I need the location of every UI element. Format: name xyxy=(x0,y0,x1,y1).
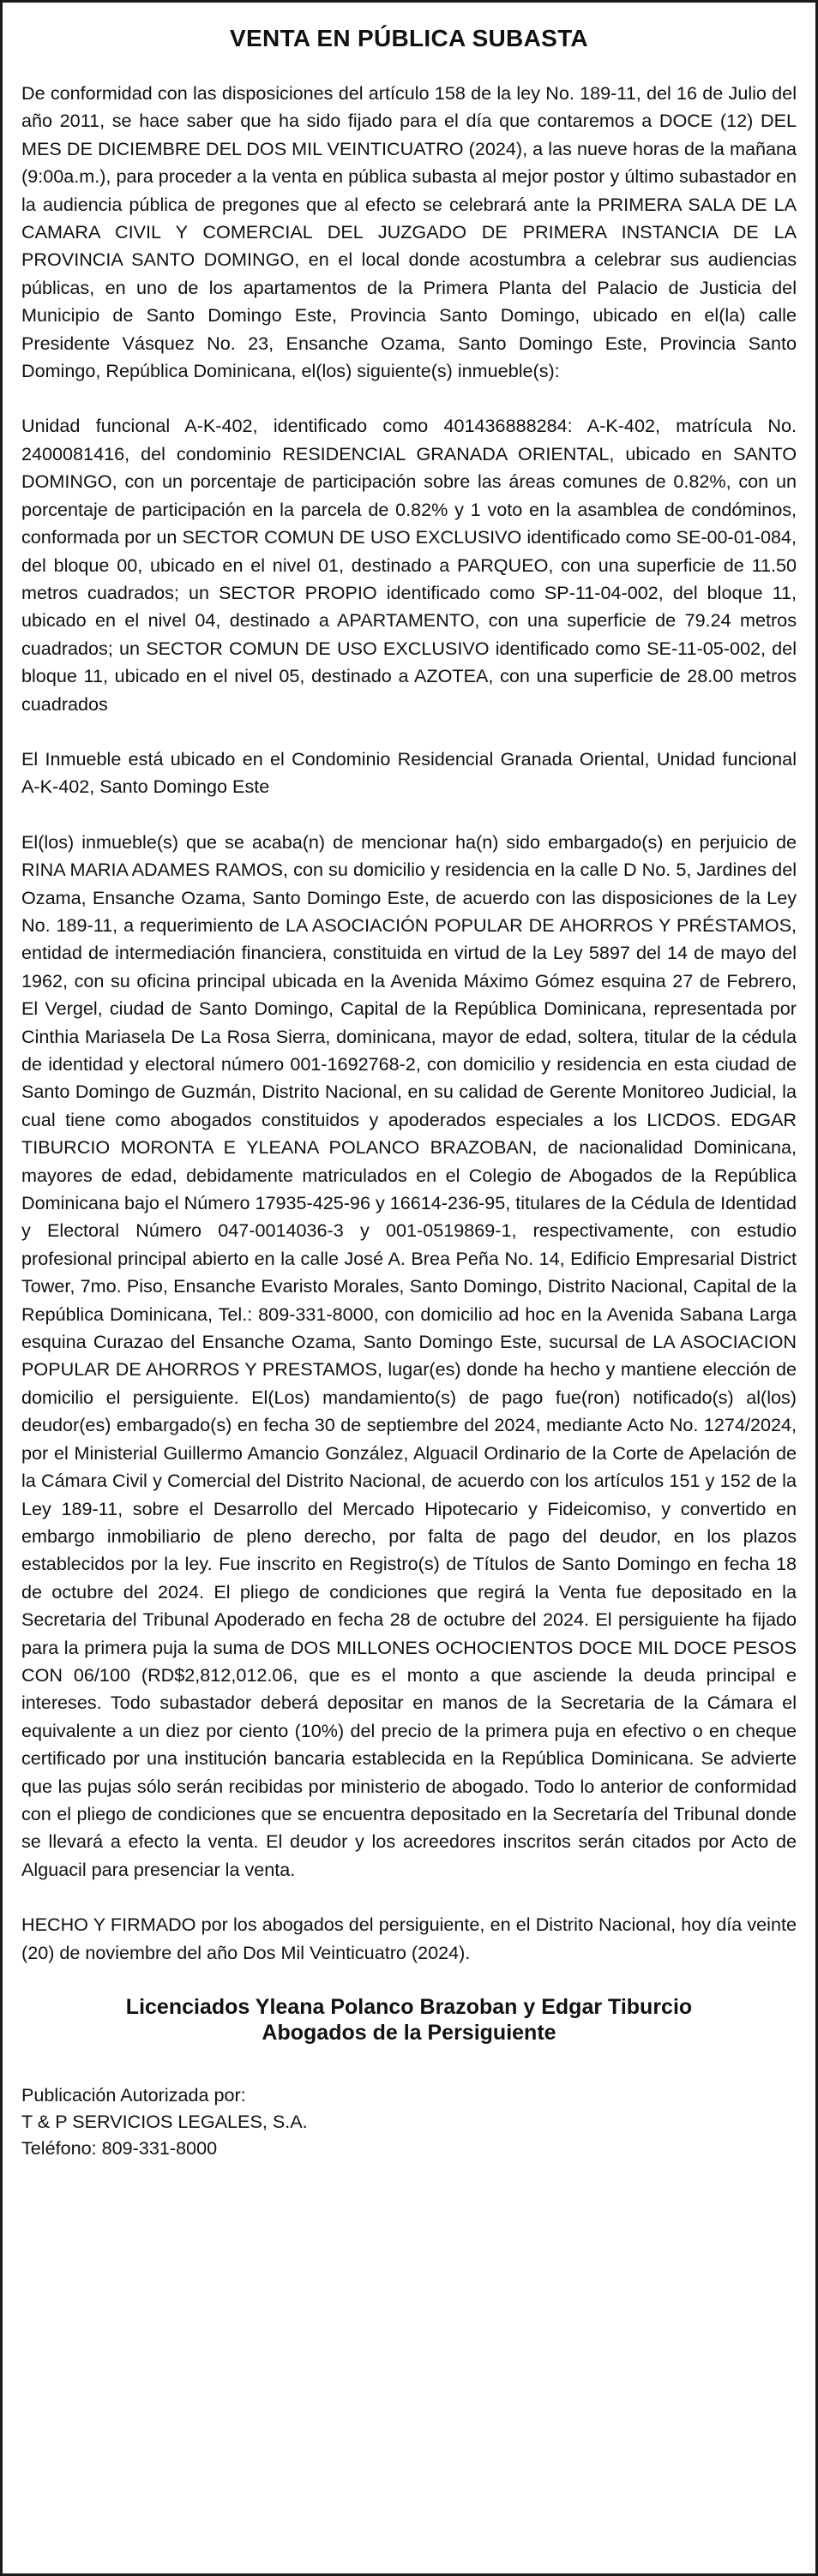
notice-title: VENTA EN PÚBLICA SUBASTA xyxy=(230,25,588,51)
paragraph-announcement: De conformidad con las disposiciones del artículo 158 de la ley No. 189-11, del 16 de Julio del año 2011, se hace saber que ha sido fijado para el día que contaremos a DOCE (12) DEL MES DE DICIEMBRE DEL DOS MIL VEINTICUATRO (2024), a las nueve horas de la mañana (9:00a.m.), para proceder a la venta en pública subasta al mejor postor y último subastador en la audiencia pública de pregones que al efecto se celebrará ante la PRIMERA SALA DE LA CAMARA CIVIL Y COMERCIAL DEL JUZGADO DE PRIMERA INSTANCIA DE LA PROVINCIA SANTO DOMINGO, en el local donde acostumbra a celebrar sus audiencias públicas, en uno de los apartamentos de la Primera Planta del Palacio de Justicia del Municipio de Santo Domingo Este, Provincia Santo Domingo, ubicado en el(la) calle Presidente Vásquez No. 23, Ensanche Ozama, Santo Domingo Este, Provincia Santo Domingo, República Dominicana, el(los) siguiente(s) inmueble(s): xyxy=(21,82,797,382)
signature-block xyxy=(21,1994,797,2046)
paragraph-property-location: El Inmueble está ubicado en el Condominio Residencial Granada Oriental, Unidad funcional A-K-402, Santo Domingo Este xyxy=(21,747,797,798)
footer-company: T & P SERVICIOS LEGALES, S.A. xyxy=(21,2111,308,2132)
notice-content xyxy=(21,18,797,2161)
publication-footer xyxy=(21,2082,797,2161)
footer-authorized: Publicación Autorizada por: xyxy=(21,2084,246,2106)
paragraph-property-description: Unidad funcional A-K-402, identificado como 401436888284: A-K-402, matrícula No. 2400081416, del condominio RESIDENCIAL GRANADA ORIENTAL, ubicado en SANTO DOMINGO, con un porcentaje de participación sobre las áreas comunes de 0.82%, con un porcentaje de participación en la parcela de 0.82% y 1 voto en la asamblea de condóminos, conformada por un SECTOR COMUN DE USO EXCLUSIVO identificado como SE-00-01-084, del bloque 00, ubicado en el nivel 01, destinado a PARQUEO, con una superficie de 11.50 metros cuadrados; un SECTOR PROPIO identificado como SP-11-04-002, del bloque 11, ubicado en el nivel 04, destinado a APARTAMENTO, con una superficie de 79.24 metros cuadrados; un SECTOR COMUN DE USO EXCLUSIVO identificado como SE-11-05-002, del bloque 11, ubicado en el nivel 05, destinado a AZOTEA, con una superficie de 28.00 metros cuadrados xyxy=(21,415,797,715)
signature-role: Abogados de la Persiguiente xyxy=(262,2021,556,2045)
paragraph-seizure-details: El(los) inmueble(s) que se acaba(n) de mencionar ha(n) sido embargado(s) en perjuicio de RINA MARIA ADAMES RAMOS, con su domicilio y residencia en la calle D No. 5, Jardines del Ozama, Ensanche Ozama, Santo Domingo Este, de acuerdo con las disposiciones de la Ley No. 189-11, a requerimiento de LA ASOCIACIÓN POPULAR DE AHORROS Y PRÉSTAMOS, entidad de intermediación financiera, constituida en virtud de la Ley 5897 del 14 de mayo del 1962, con su oficina principal ubicada en la Avenida Máximo Gómez esquina 27 de Febrero, El Vergel, ciudad de Santo Domingo, Capital de la República Dominicana, representada por Cinthia Mariasela De La Rosa Sierra, dominicana, mayor de edad, soltera, titular de la cédula de identidad y electoral número 001-1692768-2, con domicilio y residencia en esta ciudad de Santo Domingo de Guzmán, Distrito Nacional, en su calidad de Gerente Monitoreo Judicial, la cual tiene como abogados constituidos y apoderados especiales a los LICDOS. EDGAR TIBURCIO MORONTA E YLEANA POLANCO BRAZOBAN, de nacionalidad Dominicana, mayores de edad, debidamente matriculados en el Colegio de Abogados de la República Dominicana bajo el Número 17935-425-96 y 16614-236-95, titulares de la Cédula de Identidad y Electoral Número 047-0014036-3 y 001-0519869-1, respectivamente, con estudio profesional principal abierto en la calle José A. Brea Peña No. 14, Edificio Empresarial District Tower, 7mo. Piso, Ensanche Evaristo Morales, Santo Domingo, Distrito Nacional, Capital de la República Dominicana, Tel.: 809-331-8000, con domicilio ad hoc en la Avenida Sabana Larga esquina Curazao del Ensanche Ozama, Santo Domingo Este, sucursal de LA ASOCIACION POPULAR DE AHORROS Y PRESTAMOS, lugar(es) donde ha hecho y mantiene elección de domicilio el persiguiente. El(Los) mandamiento(s) de pago fue(ron) notificado(s) al(los) deudor(es) embargado(s) en fecha 30 de septiembre del 2024, mediante Acto No. 1274/2024, por el Ministerial Guillermo Amancio González, Alguacil Ordinario de la Corte de Apelación de la Cámara Civil y Comercial del Distrito Nacional, de acuerdo con los artículos 151 y 152 de la Ley 189-11, sobre el Desarrollo del Mercado Hipotecario y Fideicomiso, y convertido en embargo inmobiliario de pleno derecho, por falta de pago del deudor, en los plazos establecidos por la ley. Fue inscrito en Registro(s) de Títulos de Santo Domingo en fecha 18 de octubre del 2024. El pliego de condiciones que regirá la Venta fue depositado en la Secretaria del Tribunal Apoderado en fecha 28 de octubre del 2024. El persiguiente ha fijado para la primera puja la suma de DOS MILLONES OCHOCIENTOS DOCE MIL DOCE PESOS CON 06/100 (RD$2,812,012.06, que es el monto a que asciende la deuda principal e intereses. Todo subastador deberá depositar en manos de la Secretaria de la Cámara el equivalente a un diez por ciento (10%) del precio de la primera puja en efectivo o en cheque certificado por una institución bancaria establecida en la República Dominicana. Se advierte que las pujas sólo serán recibidas por ministerio de abogado. Todo lo anterior de conformidad con el pliego de condiciones que se encuentra depositado en la Secretaría del Tribunal donde se llevará a efecto la venta. El deudor y los acreedores inscritos serán citados por Acto de Alguacil para presenciar la venta. xyxy=(21,830,797,1880)
footer-phone: Teléfono: 809-331-8000 xyxy=(21,2137,218,2159)
paragraph-signed: HECHO Y FIRMADO por los abogados del persiguiente, en el Distrito Nacional, hoy día veinte (20) de noviembre del año Dos Mil Veinticuatro (2024). xyxy=(21,1914,797,1963)
signature-names: Licenciados Yleana Polanco Brazoban y Edgar Tiburcio xyxy=(125,1995,693,2019)
